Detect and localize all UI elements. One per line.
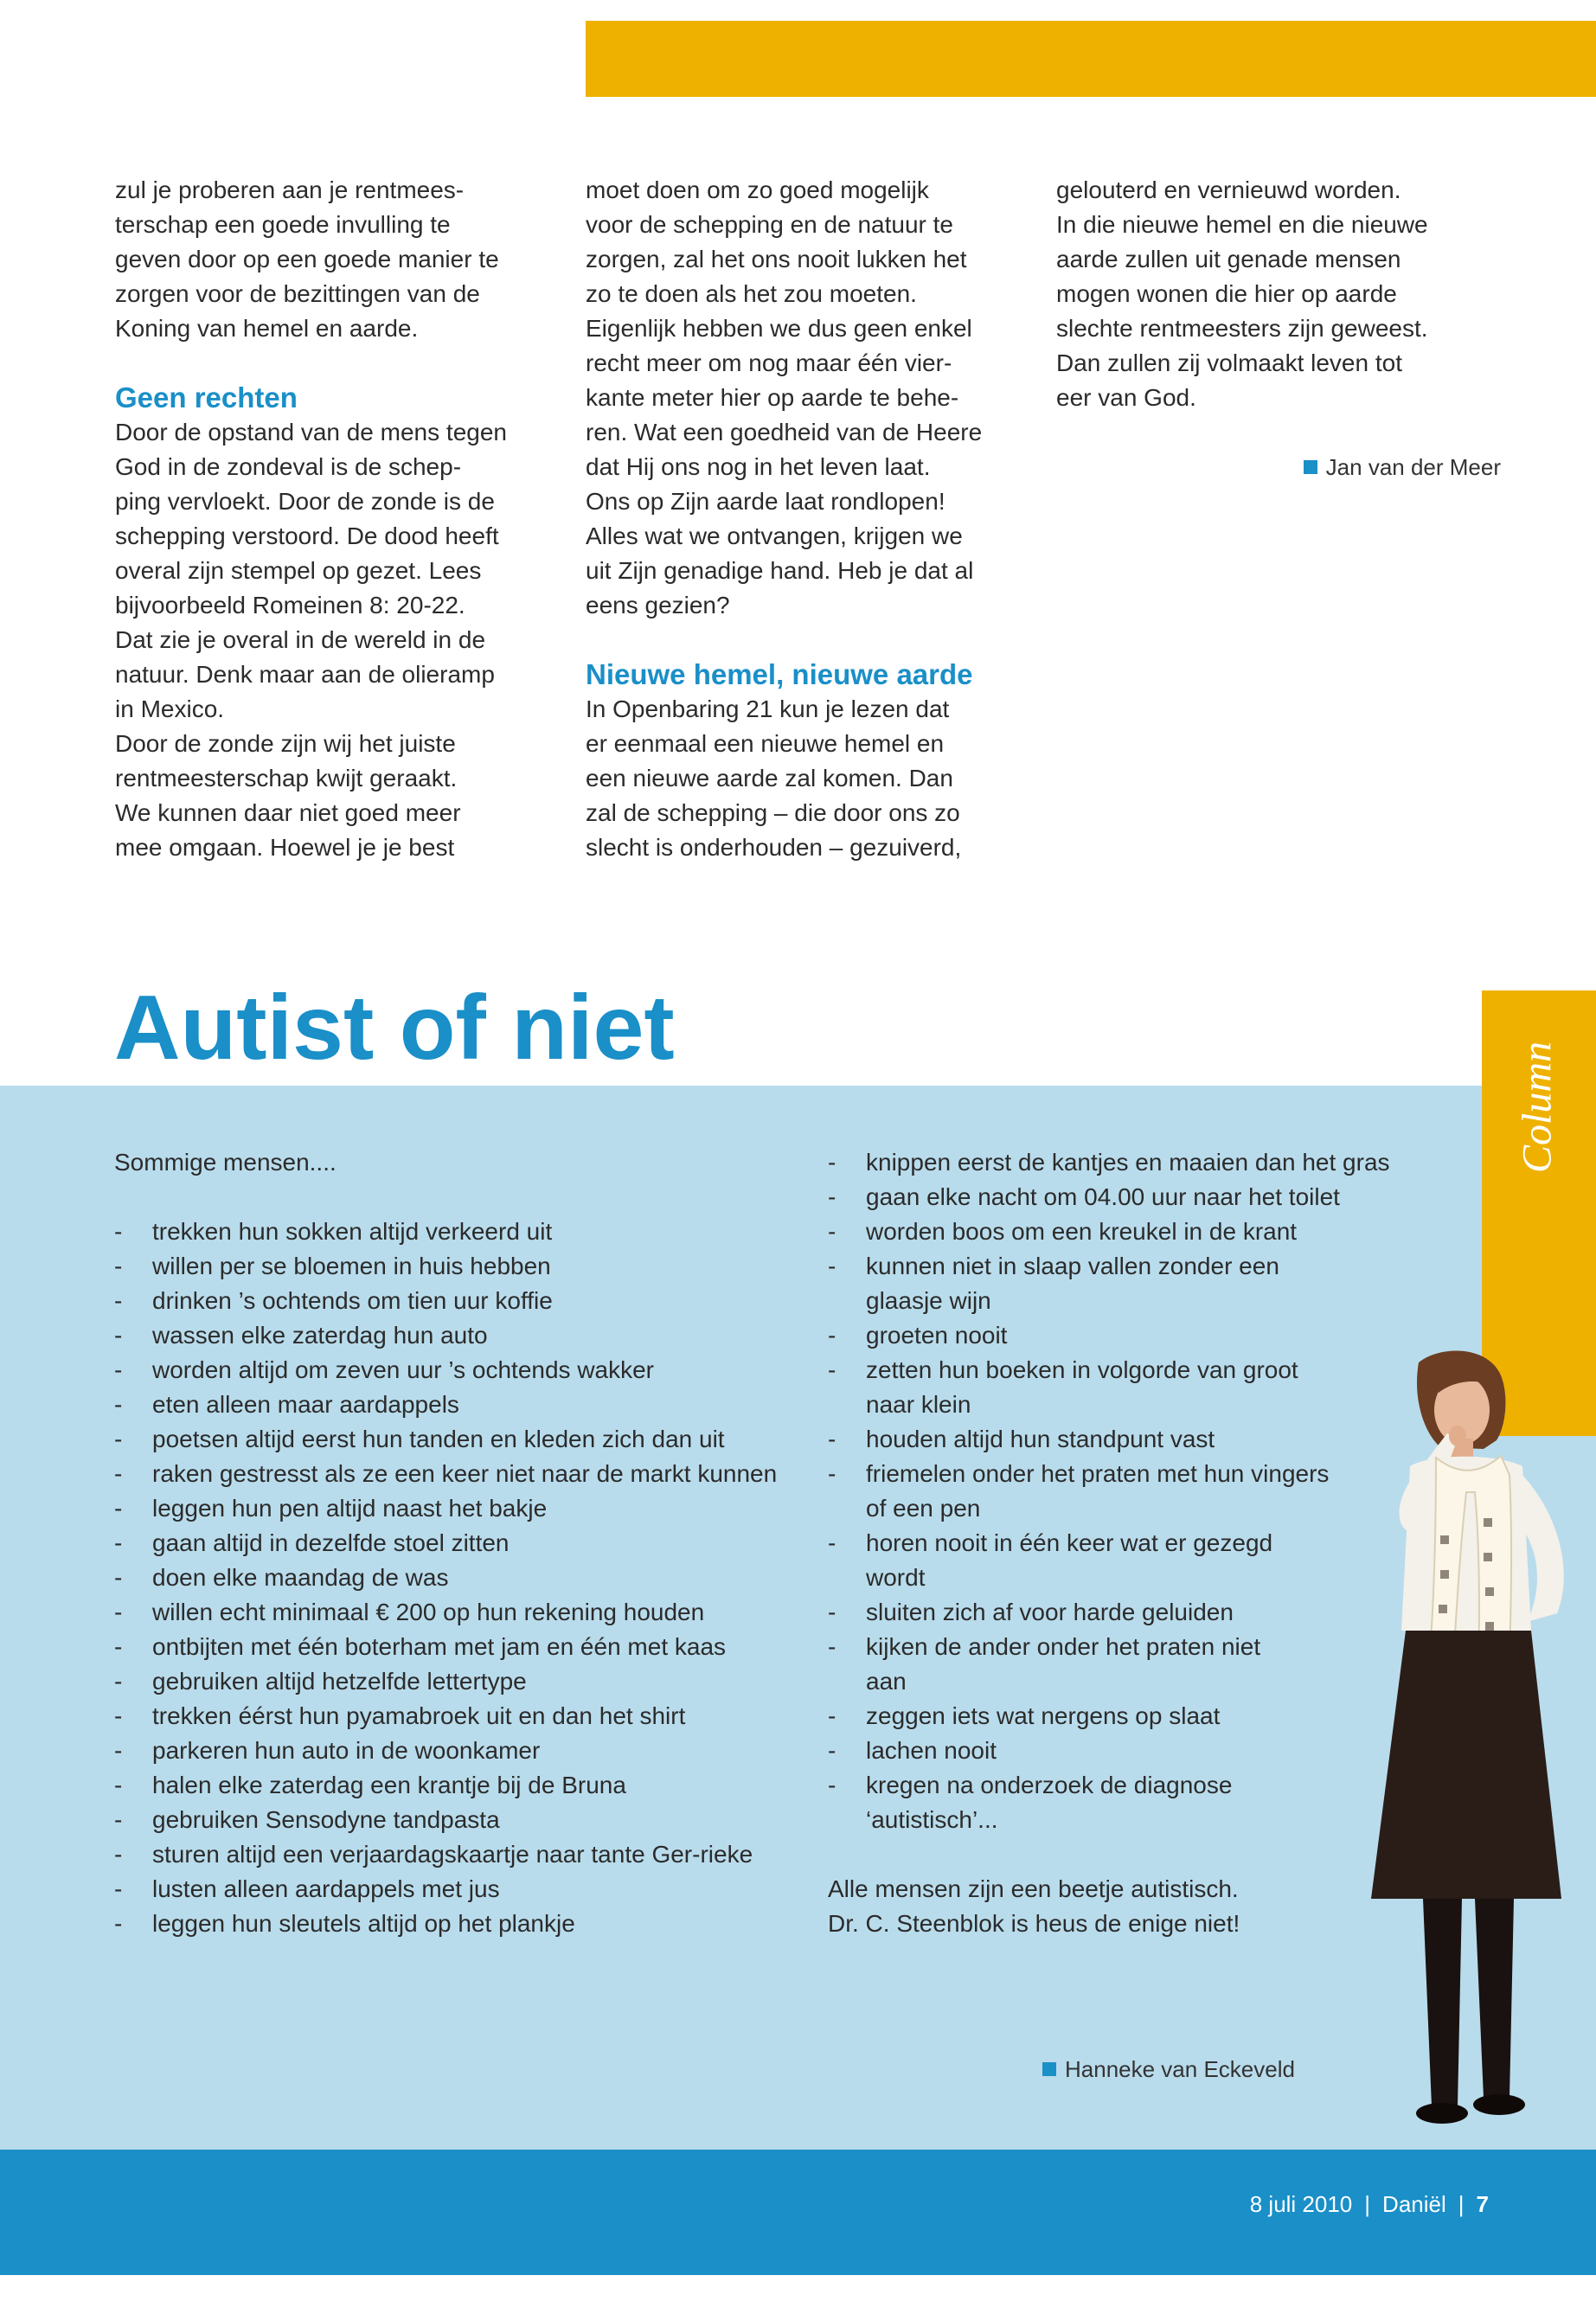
list-item: - friemelen onder het praten met hun vingers of een pen xyxy=(828,1457,1485,1526)
list-item: - kijken de ander onder het praten niet aan xyxy=(828,1630,1485,1699)
list-item: - poetsen altijd eerst hun tanden en kleden zich dan uit xyxy=(114,1422,780,1457)
list-item: - trekken hun sokken altijd verkeerd uit xyxy=(114,1215,780,1249)
list-item: - parkeren hun auto in de woonkamer xyxy=(114,1734,780,1768)
list-item: - doen elke maandag de was xyxy=(114,1561,780,1595)
woman-photo xyxy=(1336,1345,1596,2141)
subheading-geen-rechten: Geen rechten xyxy=(115,381,298,413)
paragraph: Door de opstand van de mens tegen God in de zondeval is de schep- ping vervloekt. Door de zonde is de schepping verstoord. De dood heeft overal zijn stempel op gezet. Lees bijvoorbeeld Romeinen 8: 20-22. Dat zie je overal in de wereld in de natuur. Denk maar aan de olieramp in Mexico. Door de zonde zijn wij het juiste rentmeesterschap kwijt geraakt. We kunnen daar niet goed meer mee omgaan. Hoewel je je best xyxy=(115,419,507,861)
subheading-nieuwe-hemel: Nieuwe hemel, nieuwe aarde xyxy=(586,658,973,690)
list-item: - eten alleen maar aardappels xyxy=(114,1388,780,1422)
list-item: - groeten nooit xyxy=(828,1318,1485,1353)
list-item: - trekken éérst hun pyamabroek uit en dan het shirt xyxy=(114,1699,780,1734)
list-item: - horen nooit in één keer wat er gezegd wordt xyxy=(828,1526,1485,1595)
list-item: - gaan elke nacht om 04.00 uur naar het toilet xyxy=(828,1180,1485,1215)
trait-list-left xyxy=(114,1215,780,1941)
column-list-left xyxy=(114,1145,780,1941)
paragraph: In Openbaring 21 kun je lezen dat er eenmaal een nieuwe hemel en een nieuwe aarde zal komen. Dan zal de schepping – die door ons zo slecht is onderhouden – gezuiverd, xyxy=(586,695,962,861)
column-intro: Sommige mensen.... xyxy=(114,1149,337,1176)
closing-line: Dr. C. Steenblok is heus de enige niet! xyxy=(828,1910,1240,1937)
list-item: - lusten alleen aardappels met jus xyxy=(114,1872,780,1907)
page-number: 7 xyxy=(1476,2191,1489,2217)
column-tab-label: Column xyxy=(1514,1041,1561,1174)
list-item: - kregen na onderzoek de diagnose ‘autistisch’... xyxy=(828,1768,1485,1837)
paragraph: moet doen om zo goed mogelijk voor de schepping en de natuur te zorgen, zal het ons nooit lukken het zo te doen als het zou moeten. Eigenlijk hebben we dus geen enkel recht meer om nog maar één vier- kante meter hier op aarde te behe- ren. Wat een goedheid van de Heere dat Hij ons nog in het leven laat. Ons op Zijn aarde laat rondlopen! Alles wat we ontvangen, krijgen we uit Zijn genadige hand. Heb je dat al eens gezien? xyxy=(586,176,983,619)
square-bullet-icon xyxy=(1042,2062,1056,2076)
list-item: - gebruiken altijd hetzelfde lettertype xyxy=(114,1664,780,1699)
column-title: Autist of niet xyxy=(114,977,675,1079)
list-item: - leggen hun sleutels altijd op het plankje xyxy=(114,1907,780,1941)
article-column-1 xyxy=(115,173,565,865)
list-item: - willen per se bloemen in huis hebben xyxy=(114,1249,780,1284)
article-column-3 xyxy=(1056,173,1506,484)
author-byline: Jan van der Meer xyxy=(1056,450,1506,484)
list-item: - wassen elke zaterdag hun auto xyxy=(114,1318,780,1353)
magazine-name: Daniël xyxy=(1382,2191,1446,2217)
list-item: - willen echt minimaal € 200 op hun rekening houden xyxy=(114,1595,780,1630)
list-item: - worden boos om een kreukel in de krant xyxy=(828,1215,1485,1249)
list-item: - raken gestresst als ze een keer niet naar de markt kunnen xyxy=(114,1457,780,1491)
paragraph: gelouterd en vernieuwd worden. In die nieuwe hemel en die nieuwe aarde zullen uit genade mensen mogen wonen die hier op aarde slechte rentmeesters zijn geweest. Dan zullen zij volmaakt leven tot eer van God. xyxy=(1056,176,1428,411)
list-item: - ontbijten met één boterham met jam en één met kaas xyxy=(114,1630,780,1664)
list-item: - halen elke zaterdag een krantje bij de Bruna xyxy=(114,1768,780,1803)
top-accent-bar xyxy=(586,21,1596,97)
square-bullet-icon xyxy=(1304,460,1317,474)
issue-date: 8 juli 2010 xyxy=(1249,2191,1353,2217)
list-item: - sturen altijd een verjaardagskaartje naar tante Ger-rieke xyxy=(114,1837,780,1872)
list-item: - gaan altijd in dezelfde stoel zitten xyxy=(114,1526,780,1561)
list-item: - gebruiken Sensodyne tandpasta xyxy=(114,1803,780,1837)
column-author-byline: Hanneke van Eckeveld xyxy=(1042,2052,1295,2086)
closing-line: Alle mensen zijn een beetje autistisch. xyxy=(828,1875,1239,1902)
article-column-2 xyxy=(586,173,1035,865)
list-item: - zeggen iets wat nergens op slaat xyxy=(828,1699,1485,1734)
list-item: - leggen hun pen altijd naast het bakje xyxy=(114,1491,780,1526)
paragraph: zul je proberen aan je rentmees- terschap een goede invulling te geven door op een goede manier te zorgen voor de bezittingen van de Koning van hemel en aarde. xyxy=(115,176,499,342)
list-item: - sluiten zich af voor harde geluiden xyxy=(828,1595,1485,1630)
list-item: - kunnen niet in slaap vallen zonder een glaasje wijn xyxy=(828,1249,1485,1318)
list-item: - worden altijd om zeven uur ’s ochtends wakker xyxy=(114,1353,780,1388)
list-item: - lachen nooit xyxy=(828,1734,1485,1768)
footer-info: 8 juli 2010 | Daniël | 7 xyxy=(1249,2191,1489,2217)
list-item: - houden altijd hun standpunt vast xyxy=(828,1422,1485,1457)
list-item: - zetten hun boeken in volgorde van groot naar klein xyxy=(828,1353,1485,1422)
list-item: - knippen eerst de kantjes en maaien dan het gras xyxy=(828,1145,1485,1180)
list-item: - drinken ’s ochtends om tien uur koffie xyxy=(114,1284,780,1318)
